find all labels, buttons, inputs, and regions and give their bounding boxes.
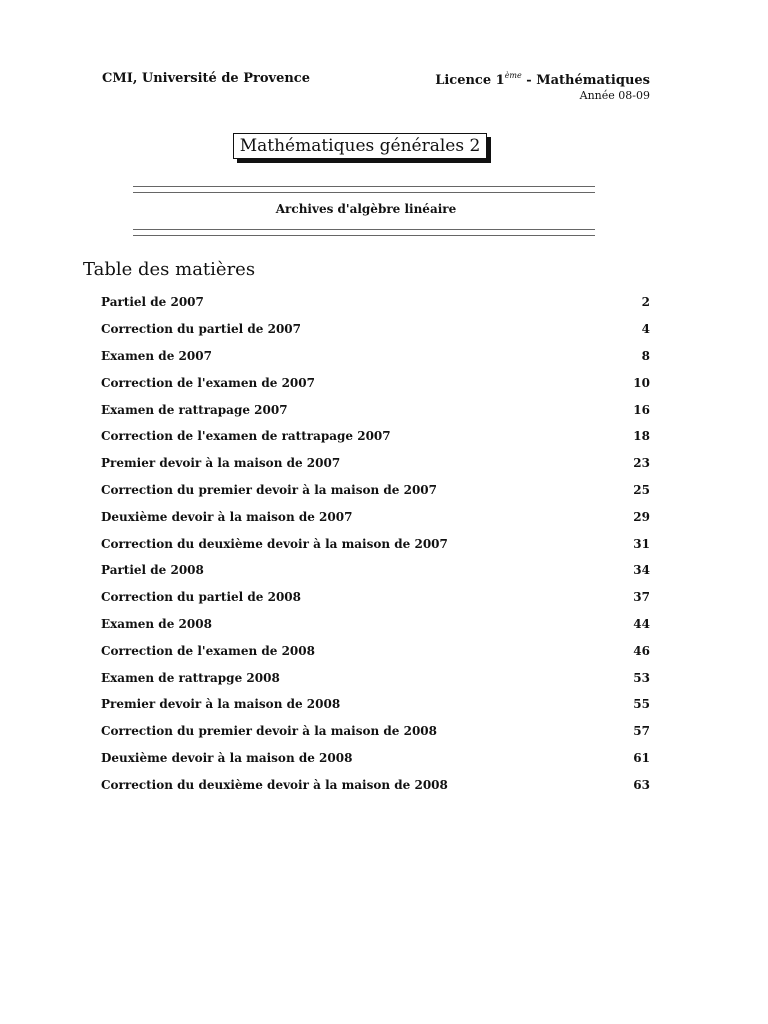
program-superscript: ème	[504, 71, 522, 80]
toc-entry-page-number: 44	[633, 616, 650, 631]
toc-entry[interactable]	[101, 771, 650, 798]
toc-entry-page-number: 37	[633, 590, 650, 605]
toc-entry-page-number: 61	[633, 750, 650, 765]
toc-entry-page-number: 10	[633, 375, 650, 390]
document-title: Mathématiques générales 2	[233, 133, 487, 159]
toc-entry-title: Deuxième devoir à la maison de 2008	[101, 750, 353, 765]
toc-entry-page-number: 55	[633, 697, 650, 712]
toc-entry[interactable]	[101, 611, 650, 638]
toc-entry-title: Examen de rattrapge 2008	[101, 670, 280, 685]
toc-entry-title: Examen de 2007	[101, 348, 212, 363]
toc-entry-page-number: 53	[633, 670, 650, 685]
toc-entry-page-number: 2	[641, 295, 650, 310]
double-rule-top	[133, 186, 595, 193]
toc-entry-title: Correction du deuxième devoir à la maison de 2007	[101, 536, 448, 551]
program-label	[435, 71, 650, 88]
toc-entry[interactable]	[101, 343, 650, 370]
toc-entry[interactable]	[101, 745, 650, 772]
toc-entry-page-number: 46	[633, 643, 650, 658]
toc-entry[interactable]	[101, 289, 650, 316]
toc-entry-title: Examen de 2008	[101, 616, 212, 631]
toc-entry-page-number: 25	[633, 482, 650, 497]
toc-entry-title: Partiel de 2008	[101, 563, 204, 578]
toc-entry-page-number: 4	[641, 322, 650, 337]
program-prefix: Licence 1	[435, 73, 505, 88]
toc-entry-page-number: 63	[633, 777, 650, 792]
toc-entry-title: Correction du deuxième devoir à la maison de 2008	[101, 777, 448, 792]
toc-entry[interactable]	[101, 584, 650, 611]
toc-entry-page-number: 18	[633, 429, 650, 444]
toc-entry-title: Correction du premier devoir à la maison de 2007	[101, 482, 437, 497]
toc-entry[interactable]	[101, 637, 650, 664]
toc-entry[interactable]	[101, 718, 650, 745]
toc-entry-title: Examen de rattrapage 2007	[101, 402, 288, 417]
toc-entry-title: Premier devoir à la maison de 2007	[101, 456, 341, 471]
toc-entry[interactable]	[101, 503, 650, 530]
toc-entry-page-number: 34	[633, 563, 650, 578]
toc-entry[interactable]	[101, 530, 650, 557]
program-suffix: - Mathématiques	[521, 73, 650, 88]
toc-entry[interactable]	[101, 664, 650, 691]
toc-entry-page-number: 57	[633, 724, 650, 739]
toc-entry[interactable]	[101, 423, 650, 450]
toc-entry-title: Correction de l'examen de 2007	[101, 375, 315, 390]
academic-year: Année 08-09	[579, 89, 650, 102]
toc-entry-page-number: 23	[633, 456, 650, 471]
toc-entry[interactable]	[101, 369, 650, 396]
toc-heading: Table des matières	[83, 259, 256, 280]
toc-entry[interactable]	[101, 396, 650, 423]
toc-entry-title: Premier devoir à la maison de 2008	[101, 697, 341, 712]
toc-entry-title: Correction de l'examen de rattrapage 2007	[101, 429, 391, 444]
toc-entry[interactable]	[101, 316, 650, 343]
toc-entry-title: Correction du partiel de 2008	[101, 590, 302, 605]
toc-entry-page-number: 29	[633, 509, 650, 524]
toc-entry[interactable]	[101, 477, 650, 504]
toc-entry-page-number: 16	[633, 402, 650, 417]
toc-entry-title: Correction du premier devoir à la maison de 2008	[101, 724, 437, 739]
double-rule-bottom	[133, 229, 595, 236]
toc-entry[interactable]	[101, 450, 650, 477]
toc-entry[interactable]	[101, 691, 650, 718]
toc-entry-page-number: 8	[641, 348, 650, 363]
toc-entry-title: Correction de l'examen de 2008	[101, 643, 315, 658]
toc-entry-title: Deuxième devoir à la maison de 2007	[101, 509, 353, 524]
toc-entry-title: Correction du partiel de 2007	[101, 322, 302, 337]
toc-list	[101, 289, 650, 798]
toc-entry-page-number: 31	[633, 536, 650, 551]
document-subtitle: Archives d'algèbre linéaire	[275, 202, 457, 216]
institution-name: CMI, Université de Provence	[102, 71, 310, 86]
toc-entry[interactable]	[101, 557, 650, 584]
toc-entry-title: Partiel de 2007	[101, 295, 204, 310]
